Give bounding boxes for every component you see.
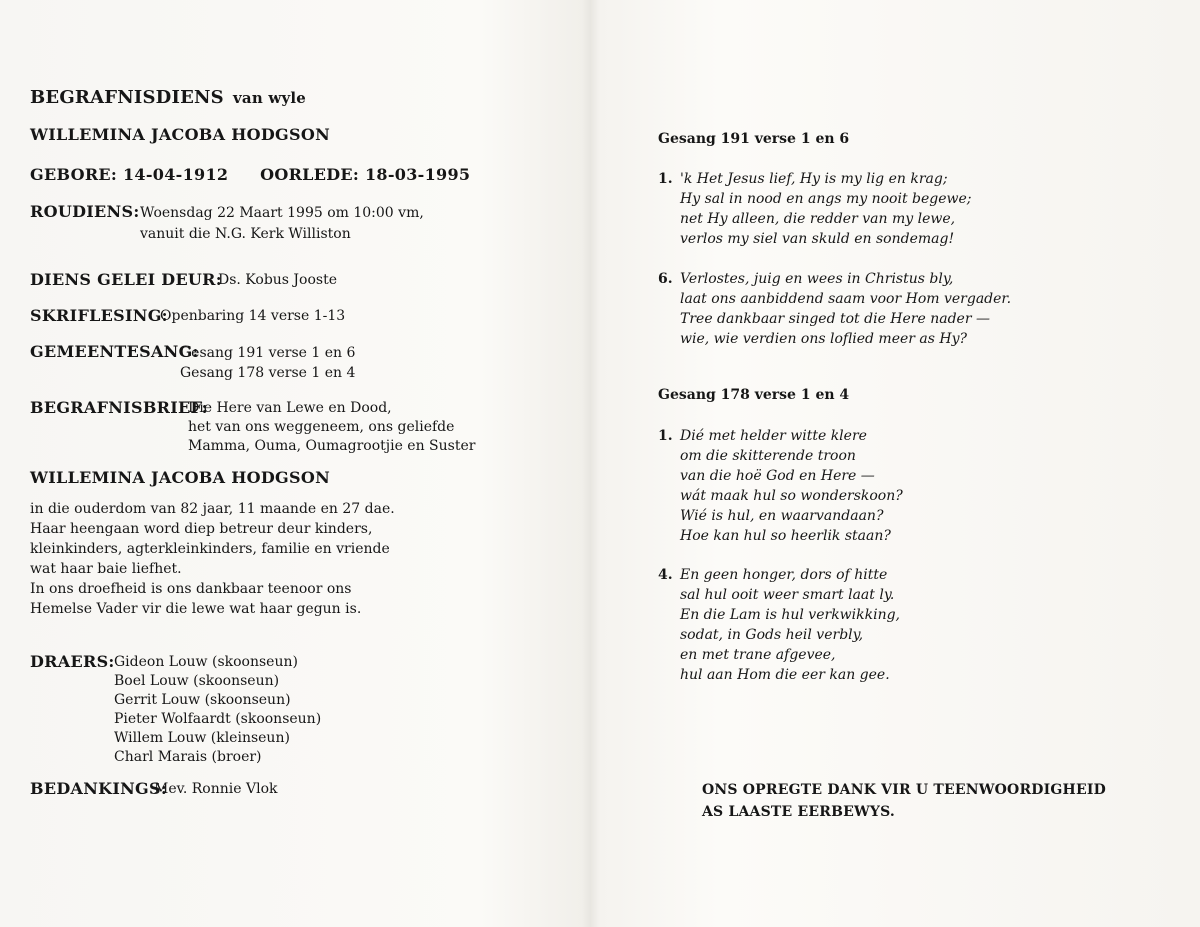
- closing-thanks: ONS OPREGTE DANK VIR U TEENWOORDIGHEID AS LAASTE EERBEWYS.: [702, 782, 1106, 820]
- dates-row: [30, 165, 470, 184]
- list-item: Pieter Wolfaardt (skoonseun): [114, 711, 322, 727]
- draers-label: DRAERS:: [30, 652, 115, 671]
- list-item: Gerrit Louw (skoonseun): [114, 692, 291, 708]
- heading-main: BEGRAFNISDIENS: [30, 87, 224, 108]
- bedank-label: BEDANKINGS:: [30, 779, 168, 798]
- born-label: GEBORE:: [30, 165, 118, 184]
- died-label: OORLEDE:: [260, 165, 360, 184]
- deceased-name: WILLEMINA JACOBA HODGSON: [30, 125, 331, 144]
- heading: [30, 87, 306, 108]
- list-item: Boel Louw (skoonseun): [114, 673, 280, 689]
- bedank-value: Mev. Ronnie Vlok: [154, 781, 278, 797]
- brief-value: Die Here van Lewe en Dood, het van ons weggeneem, ons geliefde Mamma, Ouma, Oumagrootjie en Suster: [188, 400, 476, 454]
- diens-label: DIENS GELEI DEUR:: [30, 270, 222, 289]
- list-item: Willem Louw (kleinseun): [114, 730, 290, 746]
- skrif-label: SKRIFLESING:: [30, 306, 168, 325]
- list-item: Gideon Louw (skoonseun): [114, 654, 298, 670]
- obituary-paragraph: in die ouderdom van 82 jaar, 11 maande en 27 dae. Haar heengaan word diep betreur deur kinders, kleinkinders, agterkleinkinders, familie en vriende wat haar baie liefhet. In ons droefheid is ons dankbaar teenoor ons Hemelse Vader vir die lewe wat haar gegun is.: [30, 501, 395, 617]
- list-item: Charl Marais (broer): [114, 749, 262, 765]
- draers-list: [114, 653, 321, 767]
- diens-value: Ds. Kobus Jooste: [218, 272, 337, 288]
- brief-label: BEGRAFNISBRIEF:: [30, 398, 208, 417]
- hymn2-title: Gesang 178 verse 1 en 4: [658, 387, 850, 403]
- hymn1-title: Gesang 191 verse 1 en 6: [658, 131, 850, 147]
- heading-sub: van wyle: [232, 89, 307, 107]
- died-date: 18-03-1995: [364, 165, 471, 184]
- born-date: 14-04-1912: [123, 165, 229, 184]
- left-page: [30, 0, 570, 927]
- roudiens-value: Woensdag 22 Maart 1995 om 10:00 vm, vanuit die N.G. Kerk Williston: [140, 205, 424, 242]
- gemeente-label: GEMEENTESANG:: [30, 342, 199, 361]
- name-again: WILLEMINA JACOBA HODGSON: [30, 468, 331, 487]
- roudiens-label: ROUDIENS:: [30, 202, 140, 221]
- skrif-value: Openbaring 14 verse 1-13: [160, 308, 346, 324]
- gemeente-value: Gesang 191 verse 1 en 6 Gesang 178 verse 1 en 4: [180, 345, 356, 381]
- right-page: Gesang 191 verse 1 en 6 1. 'k Het Jesus lief, Hy is my lig en krag; Hy sal in nood en angs my nooit begewe; net Hy alleen, die redder van my lewe, verlos my siel van skuld en sondemag! 6. Verlostes, juig en wees in Christus bly, laat ons aanbiddend saam voor Hom vergader. Tree dankbaar singed tot die Here nader — wie, wie verdien ons loflied meer as Hy? Gesang 178 verse 1 en 4 1. Dié met helder witte klere om die skitterende troon van die hoë God en Here — wát maak hul so wonderskoon? Wié is hul, en waarvandaan? Hoe kan hul so heerlik staan? 4. En geen honger, dors of hitte sal hul ooit weer smart laat ly. En die Lam is hul verkwikking, sodat, in Gods heil verbly, en met trane afgevee, hul aan Hom die eer kan gee. ONS OPREGTE DANK VIR U TEENWOORDIGHEID AS LAASTE EERBEWYS.: [658, 0, 1178, 927]
